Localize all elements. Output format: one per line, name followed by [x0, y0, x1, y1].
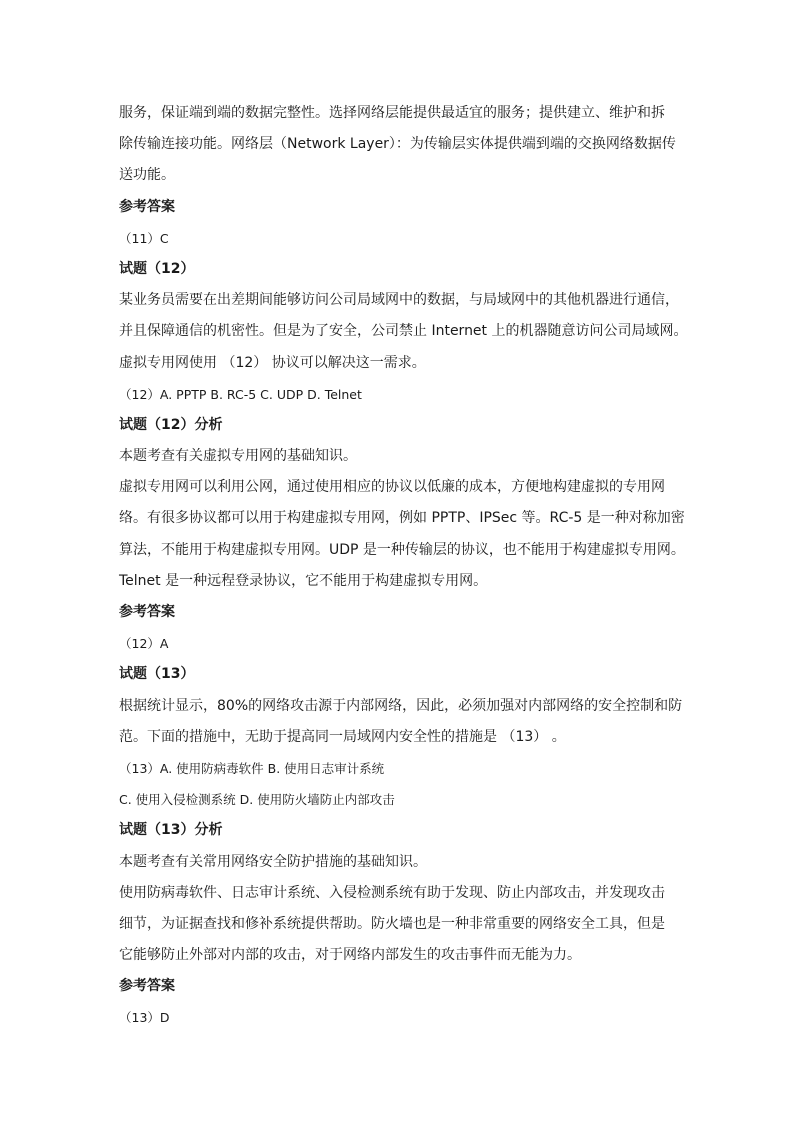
section-heading: 参考答案 — [119, 198, 175, 215]
paragraph-line: 范。下面的措施中，无助于提高同一局域网内安全性的措施是 （13） 。 — [119, 728, 566, 745]
answer-line: （11）C — [119, 230, 169, 246]
paragraph-line: 虚拟专用网可以利用公网，通过使用相应的协议以低廉的成本，方便地构建虚拟的专用网 — [119, 479, 665, 496]
paragraph-line: 算法，不能用于构建虚拟专用网。UDP 是一种传输层的协议，也不能用于构建虚拟专用网。 — [119, 541, 685, 558]
paragraph-line: 某业务员需要在出差期间能够访问公司局域网中的数据，与局域网中的其他机器进行通信， — [119, 292, 679, 309]
paragraph-line: 送功能。 — [119, 167, 175, 184]
section-heading: 参考答案 — [119, 604, 175, 620]
paragraph-line: 并且保障通信的机密性。但是为了安全，公司禁止 Internet 上的机器随意访问公司局域网。 — [119, 323, 688, 340]
option-line: （12）A. PPTP B. RC-5 C. UDP D. Telnet — [119, 386, 362, 402]
document-body — [119, 98, 689, 1034]
option-line: （13）A. 使用防病毒软件 B. 使用日志审计系统 — [119, 760, 385, 776]
section-heading: 试题（12） — [119, 260, 195, 277]
paragraph-line: 它能够防止外部对内部的攻击，对于网络内部发生的攻击事件而无能为力。 — [119, 947, 581, 964]
section-heading: 试题（12）分析 — [119, 416, 223, 433]
paragraph-line: 除传输连接功能。网络层（Network Layer）：为传输层实体提供端到端的交换网络数据传 — [119, 136, 676, 153]
paragraph-line: 使用防病毒软件、日志审计系统、入侵检测系统有助于发现、防止内部攻击，并发现攻击 — [119, 884, 665, 901]
answer-line: （13）D — [119, 1010, 170, 1026]
paragraph-line: 络。有很多协议都可以用于构建虚拟专用网，例如 PPTP、IPSec 等。RC-5 是一种对称加密 — [119, 510, 685, 527]
answer-line: （12）A — [119, 636, 169, 652]
section-heading: 试题（13） — [119, 666, 195, 683]
paragraph-line: Telnet 是一种远程登录协议，它不能用于构建虚拟专用网。 — [119, 572, 488, 589]
section-heading: 试题（13）分析 — [119, 822, 223, 839]
paragraph-line: 虚拟专用网使用 （12） 协议可以解决这一需求。 — [119, 354, 426, 371]
section-heading: 参考答案 — [119, 978, 175, 995]
paragraph-line: 本题考查有关虚拟专用网的基础知识。 — [119, 448, 357, 465]
paragraph-line: 本题考查有关常用网络安全防护措施的基础知识。 — [119, 853, 427, 870]
paragraph-line: 细节，为证据查找和修补系统提供帮助。防火墙也是一种非常重要的网络安全工具，但是 — [119, 915, 665, 932]
paragraph-line: 服务，保证端到端的数据完整性。选择网络层能提供最适宜的服务；提供建立、维护和拆 — [119, 105, 665, 121]
paragraph-line: 根据统计显示，80%的网络攻击源于内部网络，因此，必须加强对内部网络的安全控制和防 — [119, 697, 683, 714]
option-line: C. 使用入侵检测系统 D. 使用防火墙防止内部攻击 — [119, 792, 395, 808]
